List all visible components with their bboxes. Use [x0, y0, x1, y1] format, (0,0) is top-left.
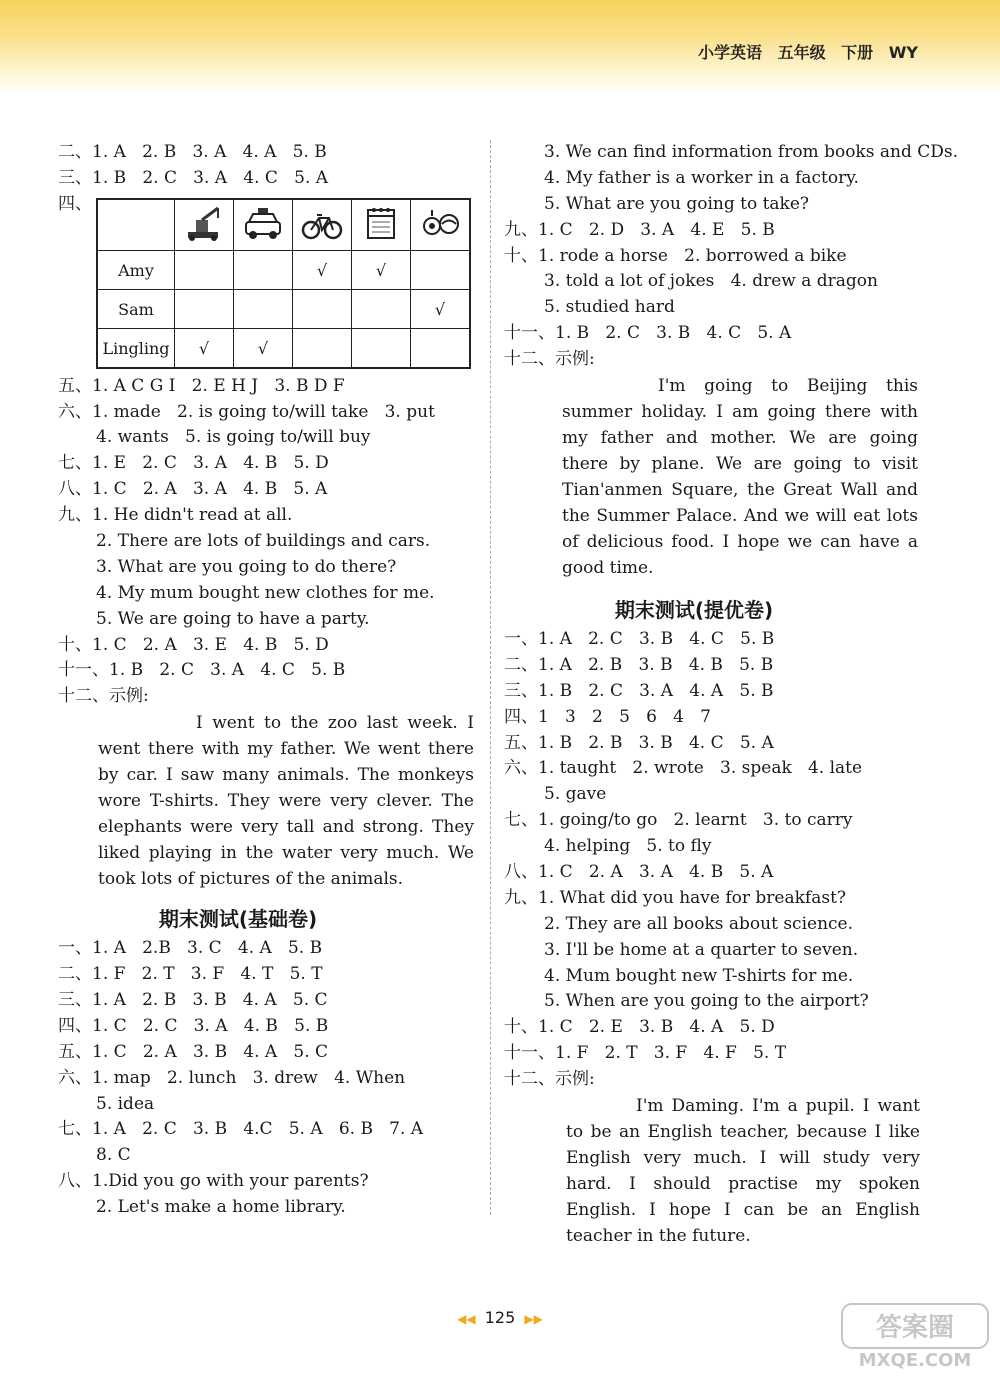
answer-line [58, 962, 478, 988]
grid-cell [411, 251, 471, 290]
prev-arrows-icon: ◀◀ [457, 1312, 476, 1326]
answer-text: 4. helping 5. to fly [544, 836, 712, 857]
page-number: 125 [484, 1308, 516, 1327]
answer-text: 示例: [109, 686, 149, 707]
answer-line [504, 989, 924, 1015]
answer-text: 1. C 2. E 3. B 4. A 5. D [538, 1017, 775, 1038]
food-icon [411, 199, 471, 251]
answer-line [504, 321, 924, 347]
answer-line [504, 1067, 924, 1093]
answer-line [58, 633, 478, 659]
answer-text: 示例: [555, 1069, 595, 1090]
header-banner [0, 0, 1000, 95]
right-bottom-answers [504, 627, 924, 1093]
answer-line [58, 451, 478, 477]
answer-text: 1. A 2. B 3. A 4. A 5. B [92, 142, 327, 162]
answer-text: 1. C 2. A 3. B 4. A 5. C [92, 1041, 329, 1062]
question-label: 八、 [504, 862, 538, 883]
grid-cell [175, 290, 234, 329]
answer-line [504, 244, 924, 270]
answer-text: 5. studied hard [544, 297, 675, 318]
header-volume: 下册 [841, 43, 874, 62]
answer-text: 4. My father is a worker in a factory. [544, 167, 859, 188]
answer-line [58, 529, 478, 555]
answer-text: 1. B 2. B 3. B 4. C 5. A [538, 732, 774, 753]
answer-line [58, 1014, 478, 1040]
question-label: 十二、 [504, 349, 555, 370]
answer-text: 3. What are you going to do there? [96, 556, 397, 577]
answer-line [504, 1015, 924, 1041]
table-row-lingling [97, 329, 470, 369]
answer-text: 1. C 2. A 3. A 4. B 5. A [538, 862, 774, 883]
left-mid-answers [58, 374, 478, 711]
left-essay: I went to the zoo last week. I went there with my father. We went there by car. I saw many animals. The monkeys wore T-shirts. They were very clever. The elephants were very tall and strong. They liked playing in the water very much. We took lots of pictures of the animals. [98, 713, 474, 890]
question-label: 六、 [504, 758, 538, 779]
right-top-answers [504, 140, 959, 373]
answer-line [504, 912, 924, 938]
question-label: 二、 [504, 654, 538, 675]
question-label: 九、 [504, 219, 538, 240]
question-label: 六、 [58, 401, 92, 422]
icon-row [97, 199, 470, 251]
answer-line [504, 627, 924, 653]
answer-text: 1. rode a horse 2. borrowed a bike [538, 245, 847, 266]
question-label: 十、 [58, 634, 92, 655]
question-label: 八、 [58, 479, 92, 500]
answer-line [504, 886, 924, 912]
answer-text: 1. B 2. C 3. A 4. C 5. A [92, 167, 329, 188]
answer-text: 1. A 2. C 3. B 4. C 5. B [538, 629, 775, 650]
answer-text: 4. Mum bought new T-shirts for me. [544, 965, 854, 986]
answer-line [504, 218, 924, 244]
answer-line [58, 936, 478, 962]
answer-text: 1. C 2. D 3. A 4. E 5. B [538, 219, 775, 240]
question-label: 五、 [58, 375, 92, 396]
answer-line [58, 581, 478, 607]
answer-text: 1. B 2. C 3. A 4. A 5. B [538, 680, 774, 701]
answer-text: 5. gave [544, 784, 607, 805]
answer-line [504, 679, 924, 705]
answer-text: 1. map 2. lunch 3. drew 4. When [92, 1067, 406, 1088]
answer-text: 2. They are all books about science. [544, 913, 854, 934]
column-divider [490, 140, 491, 1215]
grid-cell [352, 329, 411, 369]
answer-text: 3. I'll be home at a quarter to seven. [544, 939, 859, 960]
question-label: 六、 [58, 1067, 92, 1088]
header-subject: 小学英语 [697, 43, 762, 62]
answer-line [58, 477, 478, 503]
answer-text: 8. C [96, 1145, 131, 1166]
bicycle-icon [293, 199, 352, 251]
question-label: 十一、 [58, 660, 109, 681]
answer-grid [96, 198, 471, 369]
watermark-logo [840, 1302, 990, 1372]
answer-text: 1. A 2. B 3. B 4. A 5. C [92, 990, 328, 1011]
question-label: 八、 [58, 1171, 92, 1192]
answer-line [58, 1040, 478, 1066]
answer-line [504, 756, 924, 782]
answer-text: 5. What are you going to take? [544, 193, 810, 214]
question-label: 四、 [504, 706, 538, 727]
answer-line [504, 860, 924, 886]
answer-line [58, 400, 478, 426]
grid-cell: √ [411, 290, 471, 329]
question-label: 七、 [504, 810, 538, 831]
grid-cell: √ [352, 251, 411, 290]
answer-line [504, 269, 924, 295]
grid-cell [352, 290, 411, 329]
answer-line [504, 166, 924, 192]
question-label: 九、 [504, 887, 538, 908]
table-row-amy [97, 251, 470, 290]
answer-text: 1. made 2. is going to/will take 3. put [92, 401, 435, 422]
question-label: 七、 [58, 453, 92, 474]
taxi-icon [234, 199, 293, 251]
watermark-text: 答案圈 [875, 1313, 955, 1343]
header-label [698, 40, 918, 63]
answer-text: 1. C 2. A 3. A 4. B 5. A [92, 479, 328, 500]
answer-line [58, 1092, 478, 1118]
answer-text: 1. going/to go 2. learnt 3. to carry [538, 810, 853, 831]
answer-line [58, 140, 478, 166]
answer-line [58, 988, 478, 1014]
question-label: 十、 [504, 245, 538, 266]
answer-line [504, 782, 924, 808]
answer-line [58, 555, 478, 581]
answer-text: 1. E 2. C 3. A 4. B 5. D [92, 453, 329, 474]
grid-cell [293, 290, 352, 329]
left-bottom-answers [58, 936, 478, 1221]
answer-text: 1. A 2.B 3. C 4. A 5. B [92, 938, 323, 959]
header-edition: WY [888, 43, 918, 62]
answer-line [504, 731, 924, 757]
answer-line [58, 658, 478, 684]
row-name: Sam [97, 290, 175, 329]
answer-line [58, 1195, 478, 1221]
answer-text: 5. We are going to have a party. [96, 608, 370, 629]
answer-line [58, 607, 478, 633]
answer-text: 1. F 2. T 3. F 4. T 5. T [92, 964, 323, 985]
question-label: 十二、 [58, 686, 109, 707]
answer-line [58, 1117, 478, 1143]
question-label: 三、 [58, 167, 92, 188]
answer-text: 3. We can find information from books and CDs. [544, 142, 959, 162]
answer-line [58, 503, 478, 529]
answer-line [58, 425, 478, 451]
watermark-url: MXQE.COM [858, 1350, 972, 1371]
answer-line [58, 1143, 478, 1169]
notebook-icon [352, 199, 411, 251]
answer-line [504, 705, 924, 731]
answer-text: 2. There are lots of buildings and cars. [96, 531, 431, 552]
answer-text: 1. What did you have for breakfast? [538, 887, 847, 908]
answer-text: 示例: [555, 349, 595, 370]
answer-line [504, 347, 924, 373]
grid-cell [293, 329, 352, 369]
answer-text: 5. When are you going to the airport? [544, 991, 869, 1012]
question-label: 四、 [58, 1015, 92, 1036]
answer-text: 1. F 2. T 3. F 4. F 5. T [555, 1043, 787, 1064]
row-name: Lingling [97, 329, 175, 369]
answer-line [58, 1169, 478, 1195]
table-row-sam [97, 290, 470, 329]
question-label: 五、 [58, 1041, 92, 1062]
answer-text: 3. told a lot of jokes 4. drew a dragon [544, 271, 878, 292]
question-label: 一、 [58, 938, 92, 959]
question-label: 五、 [504, 732, 538, 753]
right-column [504, 140, 959, 1249]
question-label: 三、 [58, 990, 92, 1011]
answer-line [58, 684, 478, 710]
question-label: 二、 [58, 142, 92, 162]
grid-cell [234, 290, 293, 329]
answer-line [504, 938, 924, 964]
toy-crane-icon [175, 199, 234, 251]
answer-text: 4. My mum bought new clothes for me. [96, 582, 435, 603]
question-label: 十一、 [504, 1043, 555, 1064]
answer-line [58, 374, 478, 400]
answer-line [504, 964, 924, 990]
right-essay-2: I'm Daming. I'm a pupil. I want to be an English teacher, because I like English very much. I will study very hard. I should practise my spoken English. I hope I can be an English teacher in the future. [566, 1096, 920, 1247]
answer-text: 1. A 2. B 3. B 4. B 5. B [538, 654, 774, 675]
answer-text: 2. Let's make a home library. [96, 1197, 346, 1218]
answer-text: 1 3 2 5 6 4 7 [538, 706, 711, 727]
right-essay-1: I'm going to Beijing this summer holiday. I am going there with my father and mother. We are going there by plane. We are going to visit Tian'anmen Square, the Great Wall and the Summer Palace. And we will eat lots of delicious food. I hope we can have a good time. [562, 376, 918, 579]
grid-cell: √ [175, 329, 234, 369]
answer-text: 1. B 2. C 3. B 4. C 5. A [555, 323, 792, 344]
answer-text: 1. B 2. C 3. A 4. C 5. B [109, 660, 346, 681]
question-label: 三、 [504, 680, 538, 701]
row-name: Amy [97, 251, 175, 290]
question-label: 七、 [58, 1119, 92, 1140]
section-heading-advanced: 期末测试(提优卷) [614, 598, 774, 623]
corner-cell [97, 199, 175, 251]
answer-text: 1. taught 2. wrote 3. speak 4. late [538, 758, 863, 779]
answer-line [504, 1041, 924, 1067]
grid-cell [175, 251, 234, 290]
answer-text: 1. He didn't read at all. [92, 505, 293, 526]
answer-line [504, 808, 924, 834]
question-label: 四、 [58, 193, 92, 214]
section-heading-basic: 期末测试(基础卷) [158, 907, 318, 932]
grid-cell [411, 329, 471, 369]
question-label: 九、 [58, 505, 92, 526]
answer-line [504, 834, 924, 860]
grid-cell: √ [293, 251, 352, 290]
header-grade: 五年级 [777, 43, 826, 62]
grid-cell: √ [234, 329, 293, 369]
answer-line [504, 140, 959, 166]
question-label: 十二、 [504, 1069, 555, 1090]
question-label: 二、 [58, 964, 92, 985]
answer-text: 1. C 2. A 3. E 4. B 5. D [92, 634, 329, 655]
answer-text: 1. A 2. C 3. B 4.C 5. A 6. B 7. A [92, 1119, 424, 1140]
grid-cell [234, 251, 293, 290]
question-label: 一、 [504, 629, 538, 650]
question-label: 十一、 [504, 323, 555, 344]
answer-line [58, 166, 478, 192]
answer-text: 1. A C G I 2. E H J 3. B D F [92, 375, 345, 396]
answer-line [504, 653, 924, 679]
next-arrows-icon: ▶▶ [524, 1312, 543, 1326]
question-label: 十、 [504, 1017, 538, 1038]
answer-line [504, 295, 924, 321]
answer-line [58, 1066, 478, 1092]
answer-text: 1.Did you go with your parents? [92, 1171, 369, 1192]
answer-line [504, 192, 924, 218]
answer-text: 1. C 2. C 3. A 4. B 5. B [92, 1015, 329, 1036]
answer-text: 5. idea [96, 1093, 155, 1114]
answer-text: 4. wants 5. is going to/will buy [96, 427, 371, 448]
